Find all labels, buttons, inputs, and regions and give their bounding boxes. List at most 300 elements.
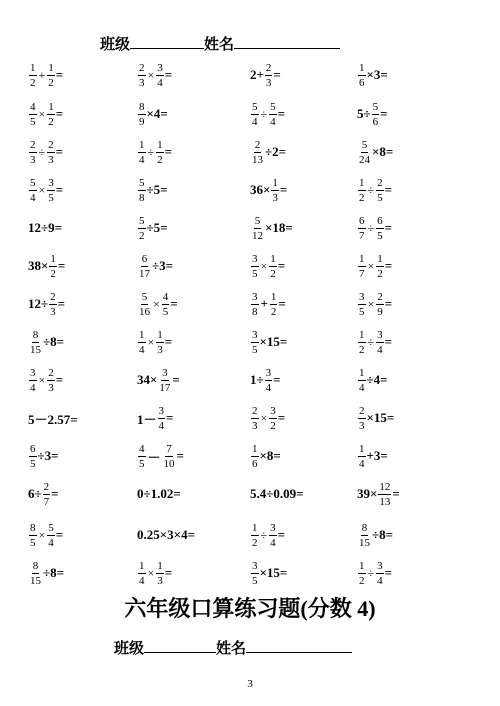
- denominator: 2: [359, 191, 365, 204]
- operator: ×: [153, 296, 160, 311]
- problem: [357, 522, 393, 548]
- problem: [250, 101, 285, 127]
- fraction: [358, 177, 366, 204]
- problem-text: ×18=: [265, 220, 293, 235]
- problem-text: 0÷1.02=: [137, 486, 181, 501]
- class-label: 班级: [114, 641, 145, 657]
- problem-text: ÷5=: [146, 182, 168, 197]
- fraction: [358, 329, 366, 356]
- operator: ÷: [367, 220, 375, 235]
- fraction: [43, 481, 51, 508]
- numerator: 2: [48, 366, 54, 379]
- numerator: 1: [270, 252, 276, 265]
- operator: =: [176, 448, 184, 463]
- operator: =: [164, 334, 173, 349]
- fraction: [358, 291, 366, 318]
- problem: [28, 367, 63, 393]
- denominator: 7: [359, 229, 365, 242]
- denominator: 2: [48, 76, 54, 89]
- numerator: 6: [30, 442, 36, 455]
- denominator: 4: [377, 574, 383, 587]
- numerator: 3: [158, 404, 165, 417]
- operator: =: [55, 144, 64, 159]
- fraction: [358, 560, 366, 587]
- operator: =: [277, 527, 286, 542]
- denominator: 3: [359, 419, 365, 432]
- fraction: [156, 62, 164, 89]
- denominator: 5: [162, 305, 169, 318]
- operator: =: [392, 486, 400, 501]
- problem-text: ×15=: [366, 410, 395, 425]
- problem: [357, 291, 392, 317]
- numerator: 1: [377, 252, 383, 265]
- problem: [250, 329, 287, 355]
- problem-text: ×15=: [259, 565, 288, 580]
- denominator: 4: [157, 76, 163, 89]
- numerator: 1: [359, 366, 365, 379]
- denominator: 8: [139, 191, 145, 204]
- page-title: 六年级口算练习题(分数 4): [124, 596, 376, 621]
- fraction: [156, 329, 164, 356]
- fraction: [47, 62, 55, 89]
- operator: =: [166, 410, 174, 425]
- operator: ×: [147, 334, 155, 349]
- operator: =: [277, 106, 286, 121]
- problem: [250, 443, 281, 469]
- fraction: [269, 522, 277, 549]
- problem: [357, 215, 392, 241]
- problem-text: ×8=: [372, 144, 394, 159]
- fraction: [358, 443, 366, 470]
- numerator: 1: [139, 559, 145, 572]
- denominator: 5: [30, 536, 36, 549]
- denominator: 16: [139, 305, 150, 318]
- numerator: 2: [139, 61, 145, 74]
- denominator: 6: [359, 76, 365, 89]
- denominator: 17: [159, 381, 171, 394]
- denominator: 5: [359, 305, 365, 318]
- numerator: 3: [377, 559, 383, 572]
- class-label: 班级: [100, 37, 131, 53]
- denominator: 3: [30, 153, 36, 166]
- fraction: [358, 215, 366, 242]
- operator: ×: [38, 527, 46, 542]
- problem: [357, 253, 392, 279]
- problem: [28, 405, 78, 431]
- operator: =: [164, 144, 173, 159]
- operator: ×: [260, 258, 268, 273]
- problem-text: ÷8=: [372, 527, 394, 542]
- problem: [28, 62, 63, 88]
- denominator: 4: [377, 343, 383, 356]
- class-name-line-bottom: [114, 637, 352, 658]
- fraction: [29, 101, 37, 128]
- numerator: 1: [359, 559, 365, 572]
- problem: [250, 139, 286, 165]
- fraction: [156, 560, 164, 587]
- fraction: [47, 367, 55, 394]
- numerator: 1: [48, 61, 54, 74]
- denominator: 13: [379, 495, 391, 508]
- problem: [357, 367, 388, 393]
- denominator: 4: [30, 191, 36, 204]
- numerator: 2: [254, 138, 261, 151]
- denominator: 15: [30, 574, 41, 587]
- numerator: 5: [139, 176, 145, 189]
- fraction: [265, 62, 273, 89]
- problem: [250, 560, 287, 586]
- fraction: [158, 405, 166, 432]
- operator: =: [55, 182, 64, 197]
- operator: ×: [367, 258, 375, 273]
- denominator: 15: [30, 343, 41, 356]
- numerator: 3: [359, 290, 365, 303]
- operator: =: [384, 182, 393, 197]
- problem: [137, 367, 180, 393]
- name-label: 姓名: [216, 641, 247, 657]
- fraction: [29, 62, 37, 89]
- fraction: [47, 522, 55, 549]
- problem: [250, 367, 281, 393]
- problem-text: 5÷: [357, 106, 371, 121]
- numerator: 5: [139, 214, 145, 227]
- fraction: [251, 560, 259, 587]
- fraction: [376, 291, 384, 318]
- denominator: 10: [163, 457, 175, 470]
- problem-text: ÷8=: [43, 565, 65, 580]
- numerator: 5: [254, 214, 261, 227]
- fraction: [358, 139, 371, 166]
- denominator: 6: [372, 115, 379, 128]
- numerator: 3: [252, 290, 258, 303]
- operator: =: [273, 372, 281, 387]
- problem: [357, 101, 388, 127]
- denominator: 13: [252, 153, 263, 166]
- numerator: 2: [359, 404, 365, 417]
- problem: [250, 215, 293, 241]
- problem-text: 5.4÷0.09=: [250, 486, 304, 501]
- fraction: [251, 253, 259, 280]
- fraction: [358, 367, 366, 394]
- problem-text: 1÷: [250, 372, 264, 387]
- denominator: 3: [157, 343, 163, 356]
- fraction: [271, 177, 279, 204]
- operator: =: [164, 67, 173, 82]
- problem-text: ×8=: [259, 448, 281, 463]
- operator: =: [279, 182, 288, 197]
- fraction: [156, 139, 164, 166]
- denominator: 5: [252, 343, 258, 356]
- fraction: [270, 291, 278, 318]
- operator: ×: [38, 106, 46, 121]
- fraction: [358, 62, 366, 89]
- denominator: 3: [272, 191, 278, 204]
- operator: =: [55, 106, 64, 121]
- numerator: 3: [270, 404, 276, 417]
- problem: [137, 62, 172, 88]
- operator: ÷: [367, 565, 375, 580]
- numerator: 7: [166, 442, 172, 455]
- fraction: [138, 62, 146, 89]
- operator: ÷: [367, 334, 375, 349]
- denominator: 5: [48, 191, 54, 204]
- problem: [250, 253, 285, 279]
- fraction: [29, 139, 37, 166]
- operator: =: [384, 220, 393, 235]
- numerator: 6: [141, 252, 148, 265]
- numerator: 5: [30, 176, 36, 189]
- fraction: [376, 177, 384, 204]
- denominator: 5: [30, 115, 36, 128]
- operator: ÷: [260, 106, 268, 121]
- numerator: 12: [379, 480, 391, 493]
- fraction: [269, 405, 277, 432]
- fraction: [29, 522, 37, 549]
- numerator: 2: [30, 138, 36, 151]
- operator: =: [273, 67, 281, 82]
- problem: [28, 291, 65, 317]
- operator: ×: [38, 372, 46, 387]
- problem-text: ÷3=: [152, 258, 174, 273]
- problem: [28, 481, 59, 507]
- fraction: [47, 177, 55, 204]
- problem: [28, 329, 64, 355]
- numerator: 5: [372, 100, 379, 113]
- numerator: 4: [162, 290, 169, 303]
- numerator: 1: [359, 61, 365, 74]
- page-number: 3: [247, 678, 253, 690]
- problem: [357, 481, 400, 507]
- fraction: [162, 291, 170, 318]
- denominator: 2: [359, 574, 365, 587]
- name-label: 姓名: [204, 37, 235, 53]
- problem: [250, 481, 304, 507]
- problem: [137, 177, 168, 203]
- operator: ÷: [38, 144, 46, 159]
- denominator: 2: [252, 536, 258, 549]
- denominator: 2: [48, 115, 54, 128]
- denominator: 4: [139, 343, 145, 356]
- problem: [137, 291, 178, 317]
- fraction: [29, 367, 37, 394]
- denominator: 4: [252, 115, 258, 128]
- problem: [250, 177, 287, 203]
- denominator: 8: [252, 305, 258, 318]
- fraction: [376, 329, 384, 356]
- problem-text: 36×: [250, 182, 271, 197]
- denominator: 2: [377, 267, 383, 280]
- problem: [28, 560, 64, 586]
- numerator: 2: [48, 138, 54, 151]
- fraction: [138, 443, 146, 470]
- problem: [357, 177, 392, 203]
- problem: [28, 443, 59, 469]
- numerator: 5: [141, 290, 148, 303]
- operator: ÷: [260, 527, 268, 542]
- name-blank: [246, 640, 352, 653]
- operator: ×: [38, 182, 46, 197]
- numerator: 3: [252, 559, 258, 572]
- problem: [137, 481, 181, 507]
- problem: [137, 329, 172, 355]
- numerator: 2: [377, 290, 383, 303]
- denominator: 15: [359, 536, 370, 549]
- denominator: 7: [43, 495, 50, 508]
- operator: =: [55, 527, 64, 542]
- problem-text: ×3=: [366, 67, 388, 82]
- operator: =: [277, 410, 286, 425]
- denominator: 9: [139, 115, 145, 128]
- numerator: 1: [359, 328, 365, 341]
- numerator: 2: [265, 61, 272, 74]
- problem: [137, 215, 168, 241]
- fraction: [138, 101, 146, 128]
- fraction: [251, 215, 264, 242]
- numerator: 5: [252, 100, 258, 113]
- fraction: [138, 291, 151, 318]
- fraction: [138, 253, 151, 280]
- problem: [250, 405, 285, 431]
- fraction: [269, 253, 277, 280]
- denominator: 4: [158, 419, 165, 432]
- numerator: 1: [359, 176, 365, 189]
- operator: ×: [147, 565, 155, 580]
- numerator: 2: [43, 480, 50, 493]
- fraction: [49, 291, 57, 318]
- numerator: 3: [252, 252, 258, 265]
- denominator: 2: [50, 267, 56, 280]
- problem: [250, 522, 285, 548]
- numerator: 1: [50, 252, 56, 265]
- problem-text: ×15=: [259, 334, 288, 349]
- fraction: [29, 443, 37, 470]
- problem-text: ×4=: [146, 106, 168, 121]
- denominator: 4: [265, 381, 272, 394]
- class-name-line-top: [100, 33, 340, 54]
- operator: =: [384, 565, 393, 580]
- problem-text: 6÷: [28, 486, 42, 501]
- fraction: [29, 177, 37, 204]
- denominator: 4: [270, 115, 276, 128]
- denominator: 4: [359, 457, 365, 470]
- denominator: 24: [359, 153, 370, 166]
- problem-text: 0.25×3×4=: [137, 527, 195, 542]
- denominator: 5: [377, 191, 383, 204]
- problem: [28, 177, 63, 203]
- problem-text: 12÷9=: [28, 220, 63, 235]
- problem: [357, 560, 392, 586]
- numerator: 3: [30, 366, 36, 379]
- numerator: 3: [252, 328, 258, 341]
- fraction: [358, 253, 366, 280]
- fraction: [138, 177, 146, 204]
- numerator: 4: [139, 442, 145, 455]
- fraction: [49, 253, 57, 280]
- numerator: 3: [377, 328, 383, 341]
- fraction: [163, 443, 176, 470]
- problem: [137, 522, 195, 548]
- class-blank: [144, 640, 216, 653]
- fraction: [376, 560, 384, 587]
- fraction: [358, 522, 371, 549]
- numerator: 1: [30, 61, 36, 74]
- denominator: 5: [252, 574, 258, 587]
- problem: [28, 253, 65, 279]
- operator: =: [55, 372, 64, 387]
- operator: =: [384, 334, 393, 349]
- denominator: 2: [157, 153, 163, 166]
- numerator: 6: [377, 214, 383, 227]
- denominator: 4: [359, 381, 365, 394]
- denominator: 5: [377, 229, 383, 242]
- denominator: 2: [270, 419, 276, 432]
- problem-text: ÷4=: [366, 372, 388, 387]
- denominator: 3: [265, 76, 272, 89]
- denominator: 4: [139, 153, 145, 166]
- denominator: 4: [270, 536, 276, 549]
- fraction: [138, 560, 146, 587]
- problem: [28, 101, 63, 127]
- numerator: 2: [252, 404, 258, 417]
- operator: =: [55, 67, 64, 82]
- operator: －: [147, 449, 161, 465]
- problem-text: +3=: [366, 448, 388, 463]
- operator: =: [380, 106, 388, 121]
- fraction: [251, 329, 259, 356]
- problem: [357, 405, 394, 431]
- operator: =: [57, 296, 66, 311]
- fraction: [251, 291, 259, 318]
- numerator: 6: [359, 214, 365, 227]
- fraction: [47, 101, 55, 128]
- problem: [250, 62, 281, 88]
- numerator: 8: [139, 100, 145, 113]
- fraction: [47, 139, 55, 166]
- numerator: 8: [30, 521, 36, 534]
- numerator: 8: [32, 328, 39, 341]
- denominator: 17: [139, 267, 150, 280]
- problem: [137, 405, 173, 431]
- fraction: [138, 139, 146, 166]
- denominator: 2: [30, 76, 36, 89]
- problem: [137, 101, 168, 127]
- problem: [357, 443, 388, 469]
- operator: ×: [147, 67, 155, 82]
- numerator: 1: [157, 138, 163, 151]
- numerator: 5: [361, 138, 368, 151]
- denominator: 3: [139, 76, 145, 89]
- operator: =: [57, 258, 66, 273]
- numerator: 5: [270, 100, 276, 113]
- denominator: 4: [30, 381, 36, 394]
- problem-text: 39×: [357, 486, 378, 501]
- denominator: 4: [139, 574, 145, 587]
- denominator: 12: [252, 229, 263, 242]
- fraction: [376, 215, 384, 242]
- operator: ×: [260, 410, 268, 425]
- numerator: 1: [359, 442, 365, 455]
- operator: ×: [367, 296, 375, 311]
- numerator: 1: [139, 328, 145, 341]
- numerator: 2: [50, 290, 56, 303]
- numerator: 1: [270, 290, 277, 303]
- numerator: 1: [157, 328, 163, 341]
- problem-text: ÷5=: [146, 220, 168, 235]
- fraction: [376, 253, 384, 280]
- problem-text: 1－: [137, 411, 157, 427]
- numerator: 1: [139, 138, 145, 151]
- operator: =: [384, 296, 393, 311]
